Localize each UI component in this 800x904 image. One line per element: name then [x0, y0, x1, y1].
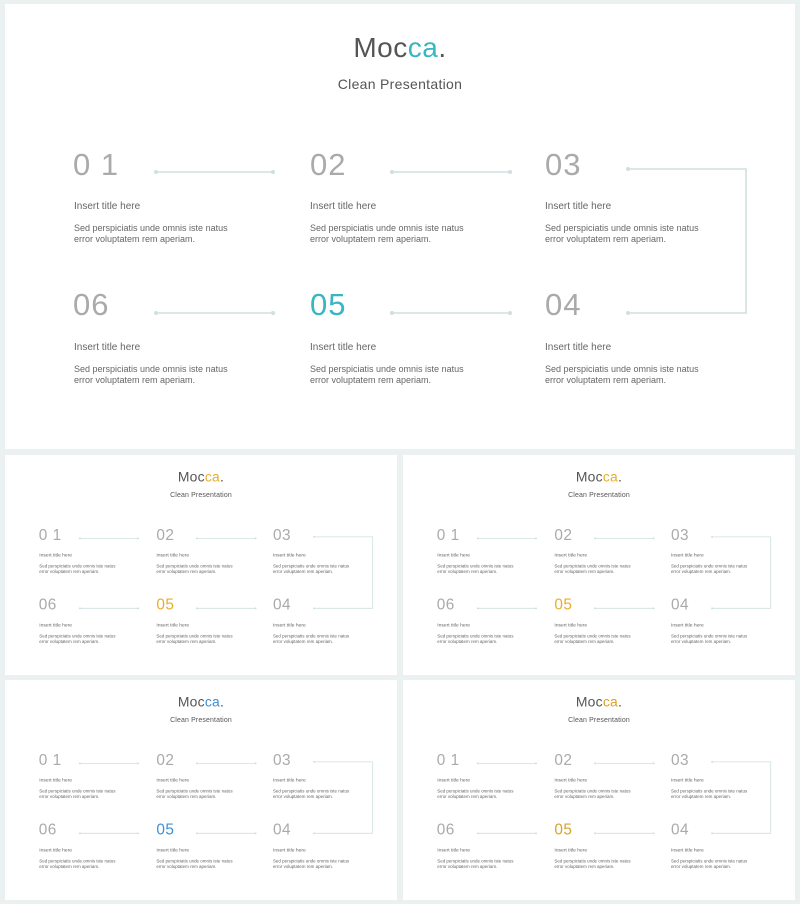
- connector-5-6: [477, 832, 537, 834]
- step-title: Insert title here: [272, 847, 306, 854]
- step-description: [671, 859, 755, 870]
- step-number: 06: [73, 287, 110, 322]
- slide-thumbnail-1[interactable]: [5, 455, 397, 675]
- desc-line: error voluptatem rem aperiam.: [437, 864, 498, 870]
- desc-line: Sed perspiciatis unde omnis iste natus: [437, 563, 514, 569]
- desc-line: Sed perspiciatis unde omnis iste natus: [39, 633, 116, 639]
- desc-line: error voluptatem rem aperiam.: [545, 375, 667, 385]
- slide-subtitle: Clean Presentation: [568, 490, 630, 499]
- step-title: Insert title here: [310, 201, 377, 212]
- step-number-highlighted: 05: [156, 820, 175, 838]
- step-description: [554, 634, 638, 645]
- step-number: 06: [38, 820, 57, 838]
- desc-line: error voluptatem rem aperiam.: [670, 639, 732, 645]
- step-title: Insert title here: [670, 847, 704, 854]
- step-title: Insert title here: [272, 552, 306, 559]
- step-number: 03: [272, 750, 292, 769]
- step-number: 06: [436, 595, 455, 613]
- desc-line: Sed perspiciatis unde omnis iste natus: [670, 858, 748, 864]
- title-dot: .: [438, 32, 447, 63]
- step-title: Insert title here: [670, 622, 704, 629]
- step-title: Insert title here: [554, 622, 588, 629]
- step-description: [554, 859, 638, 870]
- connector-1-2: [154, 170, 275, 174]
- desc-line: Sed perspiciatis unde omnis iste natus: [39, 858, 116, 864]
- step-description: [273, 634, 357, 645]
- desc-line: error voluptatem rem aperiam.: [554, 794, 615, 800]
- step-description: [74, 364, 244, 386]
- desc-line: error voluptatem rem aperiam.: [670, 864, 732, 870]
- desc-line: error voluptatem rem aperiam.: [74, 234, 196, 244]
- connector-1-2: [79, 537, 139, 539]
- desc-line: error voluptatem rem aperiam.: [554, 639, 615, 645]
- step-description: [671, 564, 755, 575]
- desc-line: Sed perspiciatis unde omnis iste natus: [39, 788, 116, 794]
- desc-line: error voluptatem rem aperiam.: [156, 794, 217, 800]
- step-number: 0 1: [436, 525, 460, 544]
- step-description: [545, 364, 715, 386]
- desc-line: Sed perspiciatis unde omnis iste natus: [670, 788, 748, 794]
- desc-line: error voluptatem rem aperiam.: [39, 639, 100, 645]
- title-main: Moc: [353, 32, 408, 63]
- title-dot: .: [618, 468, 623, 485]
- title-dot: .: [220, 693, 225, 710]
- title-accent: ca: [602, 693, 619, 710]
- title-accent: ca: [602, 468, 619, 485]
- slide-content: [5, 4, 795, 449]
- desc-line: Sed perspiciatis unde omnis iste natus: [545, 223, 699, 233]
- step-description: [273, 789, 357, 800]
- step-number-highlighted: 05: [554, 820, 573, 838]
- title-dot: .: [618, 693, 623, 710]
- slide-content: [5, 455, 397, 675]
- connector-4-5: [196, 607, 257, 609]
- step-description: [39, 564, 123, 575]
- step-number: 02: [156, 750, 175, 769]
- step-number: 06: [38, 595, 57, 613]
- connector-5-6: [154, 311, 275, 315]
- step-number: 04: [272, 820, 292, 838]
- desc-line: Sed perspiciatis unde omnis iste natus: [156, 788, 233, 794]
- step-title: Insert title here: [437, 552, 471, 559]
- connector-2-3: [196, 762, 257, 764]
- desc-line: error voluptatem rem aperiam.: [156, 864, 217, 870]
- connector-4-5: [594, 607, 655, 609]
- slide-thumbnail-2[interactable]: [403, 455, 795, 675]
- desc-line: error voluptatem rem aperiam.: [39, 569, 100, 575]
- step-title: Insert title here: [437, 777, 471, 784]
- step-number-highlighted: 05: [156, 595, 175, 613]
- desc-line: Sed perspiciatis unde omnis iste natus: [74, 364, 228, 374]
- step-description: [671, 634, 755, 645]
- step-title: Insert title here: [156, 777, 190, 784]
- desc-line: error voluptatem rem aperiam.: [545, 234, 667, 244]
- desc-line: error voluptatem rem aperiam.: [310, 375, 432, 385]
- desc-line: Sed perspiciatis unde omnis iste natus: [670, 633, 748, 639]
- step-title: Insert title here: [554, 552, 588, 559]
- connector-1-2: [477, 537, 537, 539]
- step-title: Insert title here: [39, 847, 73, 854]
- step-number: 03: [272, 525, 292, 544]
- slide-thumbnail-4[interactable]: [403, 680, 795, 900]
- step-number: 04: [545, 287, 582, 322]
- desc-line: Sed perspiciatis unde omnis iste natus: [437, 633, 514, 639]
- step-number: 04: [670, 820, 690, 838]
- desc-line: Sed perspiciatis unde omnis iste natus: [272, 633, 350, 639]
- step-number: 03: [670, 750, 690, 769]
- desc-line: Sed perspiciatis unde omnis iste natus: [437, 858, 514, 864]
- desc-line: Sed perspiciatis unde omnis iste natus: [272, 858, 350, 864]
- step-number: 0 1: [38, 750, 62, 769]
- step-description: [310, 364, 480, 386]
- step-description: [437, 634, 521, 645]
- step-number: 02: [310, 147, 347, 182]
- step-title: Insert title here: [554, 777, 588, 784]
- slide-subtitle: Clean Presentation: [170, 490, 232, 499]
- step-title: Insert title here: [272, 777, 306, 784]
- desc-line: Sed perspiciatis unde omnis iste natus: [156, 563, 233, 569]
- desc-line: error voluptatem rem aperiam.: [554, 569, 615, 575]
- step-number: 02: [554, 525, 573, 544]
- step-title: Insert title here: [437, 622, 471, 629]
- step-number: 04: [670, 595, 690, 613]
- step-title: Insert title here: [74, 201, 141, 212]
- connector-4-5: [390, 311, 512, 315]
- desc-line: error voluptatem rem aperiam.: [670, 794, 732, 800]
- step-title: Insert title here: [545, 342, 612, 353]
- step-number: 03: [545, 147, 582, 182]
- desc-line: Sed perspiciatis unde omnis iste natus: [670, 563, 748, 569]
- desc-line: Sed perspiciatis unde omnis iste natus: [554, 788, 631, 794]
- title-accent: ca: [204, 693, 221, 710]
- desc-line: error voluptatem rem aperiam.: [39, 864, 100, 870]
- title-accent: ca: [407, 32, 439, 63]
- step-title: Insert title here: [39, 622, 73, 629]
- connector-5-6: [79, 607, 139, 609]
- step-title: Insert title here: [545, 201, 612, 212]
- connector-4-5: [196, 832, 257, 834]
- step-description: [437, 564, 521, 575]
- step-number-highlighted: 05: [310, 287, 347, 322]
- step-description: [545, 223, 715, 245]
- connector-5-6: [79, 832, 139, 834]
- step-description: [156, 634, 240, 645]
- step-number: 0 1: [436, 750, 460, 769]
- connector-5-6: [477, 607, 537, 609]
- desc-line: error voluptatem rem aperiam.: [437, 569, 498, 575]
- slide-content: [403, 680, 795, 900]
- desc-line: error voluptatem rem aperiam.: [272, 864, 334, 870]
- desc-line: Sed perspiciatis unde omnis iste natus: [156, 633, 233, 639]
- step-description: [671, 789, 755, 800]
- desc-line: Sed perspiciatis unde omnis iste natus: [310, 223, 464, 233]
- connector-2-3: [390, 170, 512, 174]
- desc-line: Sed perspiciatis unde omnis iste natus: [554, 633, 631, 639]
- step-description: [310, 223, 480, 245]
- step-number: 06: [436, 820, 455, 838]
- step-description: [437, 859, 521, 870]
- step-number: 0 1: [38, 525, 62, 544]
- desc-line: error voluptatem rem aperiam.: [272, 569, 334, 575]
- desc-line: Sed perspiciatis unde omnis iste natus: [39, 563, 116, 569]
- step-description: [437, 789, 521, 800]
- desc-line: Sed perspiciatis unde omnis iste natus: [554, 858, 631, 864]
- title-dot: .: [220, 468, 225, 485]
- step-title: Insert title here: [310, 342, 377, 353]
- step-description: [39, 634, 123, 645]
- desc-line: Sed perspiciatis unde omnis iste natus: [310, 364, 464, 374]
- desc-line: error voluptatem rem aperiam.: [272, 794, 334, 800]
- step-number: 02: [554, 750, 573, 769]
- step-number: 03: [670, 525, 690, 544]
- step-description: [39, 859, 123, 870]
- slide-thumbnail-3[interactable]: [5, 680, 397, 900]
- step-title: Insert title here: [272, 622, 306, 629]
- connector-2-3: [594, 762, 655, 764]
- slide-content: [5, 680, 397, 900]
- step-title: Insert title here: [670, 552, 704, 559]
- desc-line: error voluptatem rem aperiam.: [670, 569, 732, 575]
- step-description: [554, 564, 638, 575]
- step-title: Insert title here: [156, 552, 190, 559]
- step-description: [156, 564, 240, 575]
- step-title: Insert title here: [156, 847, 190, 854]
- step-title: Insert title here: [39, 777, 73, 784]
- desc-line: Sed perspiciatis unde omnis iste natus: [156, 858, 233, 864]
- step-title: Insert title here: [670, 777, 704, 784]
- connector-4-5: [594, 832, 655, 834]
- title-main: Moc: [177, 468, 205, 485]
- step-title: Insert title here: [156, 622, 190, 629]
- desc-line: error voluptatem rem aperiam.: [554, 864, 615, 870]
- step-title: Insert title here: [74, 342, 141, 353]
- title-main: Moc: [177, 693, 205, 710]
- step-description: [39, 789, 123, 800]
- step-description: [273, 564, 357, 575]
- desc-line: error voluptatem rem aperiam.: [156, 569, 217, 575]
- desc-line: Sed perspiciatis unde omnis iste natus: [554, 563, 631, 569]
- desc-line: error voluptatem rem aperiam.: [74, 375, 196, 385]
- desc-line: error voluptatem rem aperiam.: [437, 794, 498, 800]
- step-description: [74, 223, 244, 245]
- step-number: 02: [156, 525, 175, 544]
- step-description: [273, 859, 357, 870]
- step-description: [156, 859, 240, 870]
- step-title: Insert title here: [554, 847, 588, 854]
- desc-line: error voluptatem rem aperiam.: [39, 794, 100, 800]
- step-number: 04: [272, 595, 292, 613]
- desc-line: error voluptatem rem aperiam.: [310, 234, 432, 244]
- connector-2-3: [196, 537, 257, 539]
- step-number-highlighted: 05: [554, 595, 573, 613]
- step-description: [554, 789, 638, 800]
- title-accent: ca: [204, 468, 221, 485]
- desc-line: error voluptatem rem aperiam.: [156, 639, 217, 645]
- slide-subtitle: Clean Presentation: [568, 715, 630, 724]
- title-main: Moc: [575, 693, 603, 710]
- connector-1-2: [477, 762, 537, 764]
- desc-line: Sed perspiciatis unde omnis iste natus: [74, 223, 228, 233]
- slide-subtitle: Clean Presentation: [337, 76, 463, 92]
- desc-line: error voluptatem rem aperiam.: [272, 639, 334, 645]
- title-main: Moc: [575, 468, 603, 485]
- step-title: Insert title here: [39, 552, 73, 559]
- step-title: Insert title here: [437, 847, 471, 854]
- desc-line: error voluptatem rem aperiam.: [437, 639, 498, 645]
- step-description: [156, 789, 240, 800]
- desc-line: Sed perspiciatis unde omnis iste natus: [272, 788, 350, 794]
- slide-content: [403, 455, 795, 675]
- connector-2-3: [594, 537, 655, 539]
- slide-main[interactable]: [5, 4, 795, 449]
- connector-1-2: [79, 762, 139, 764]
- desc-line: Sed perspiciatis unde omnis iste natus: [272, 563, 350, 569]
- step-number: 0 1: [73, 147, 120, 182]
- slide-subtitle: Clean Presentation: [170, 715, 232, 724]
- desc-line: Sed perspiciatis unde omnis iste natus: [437, 788, 514, 794]
- desc-line: Sed perspiciatis unde omnis iste natus: [545, 364, 699, 374]
